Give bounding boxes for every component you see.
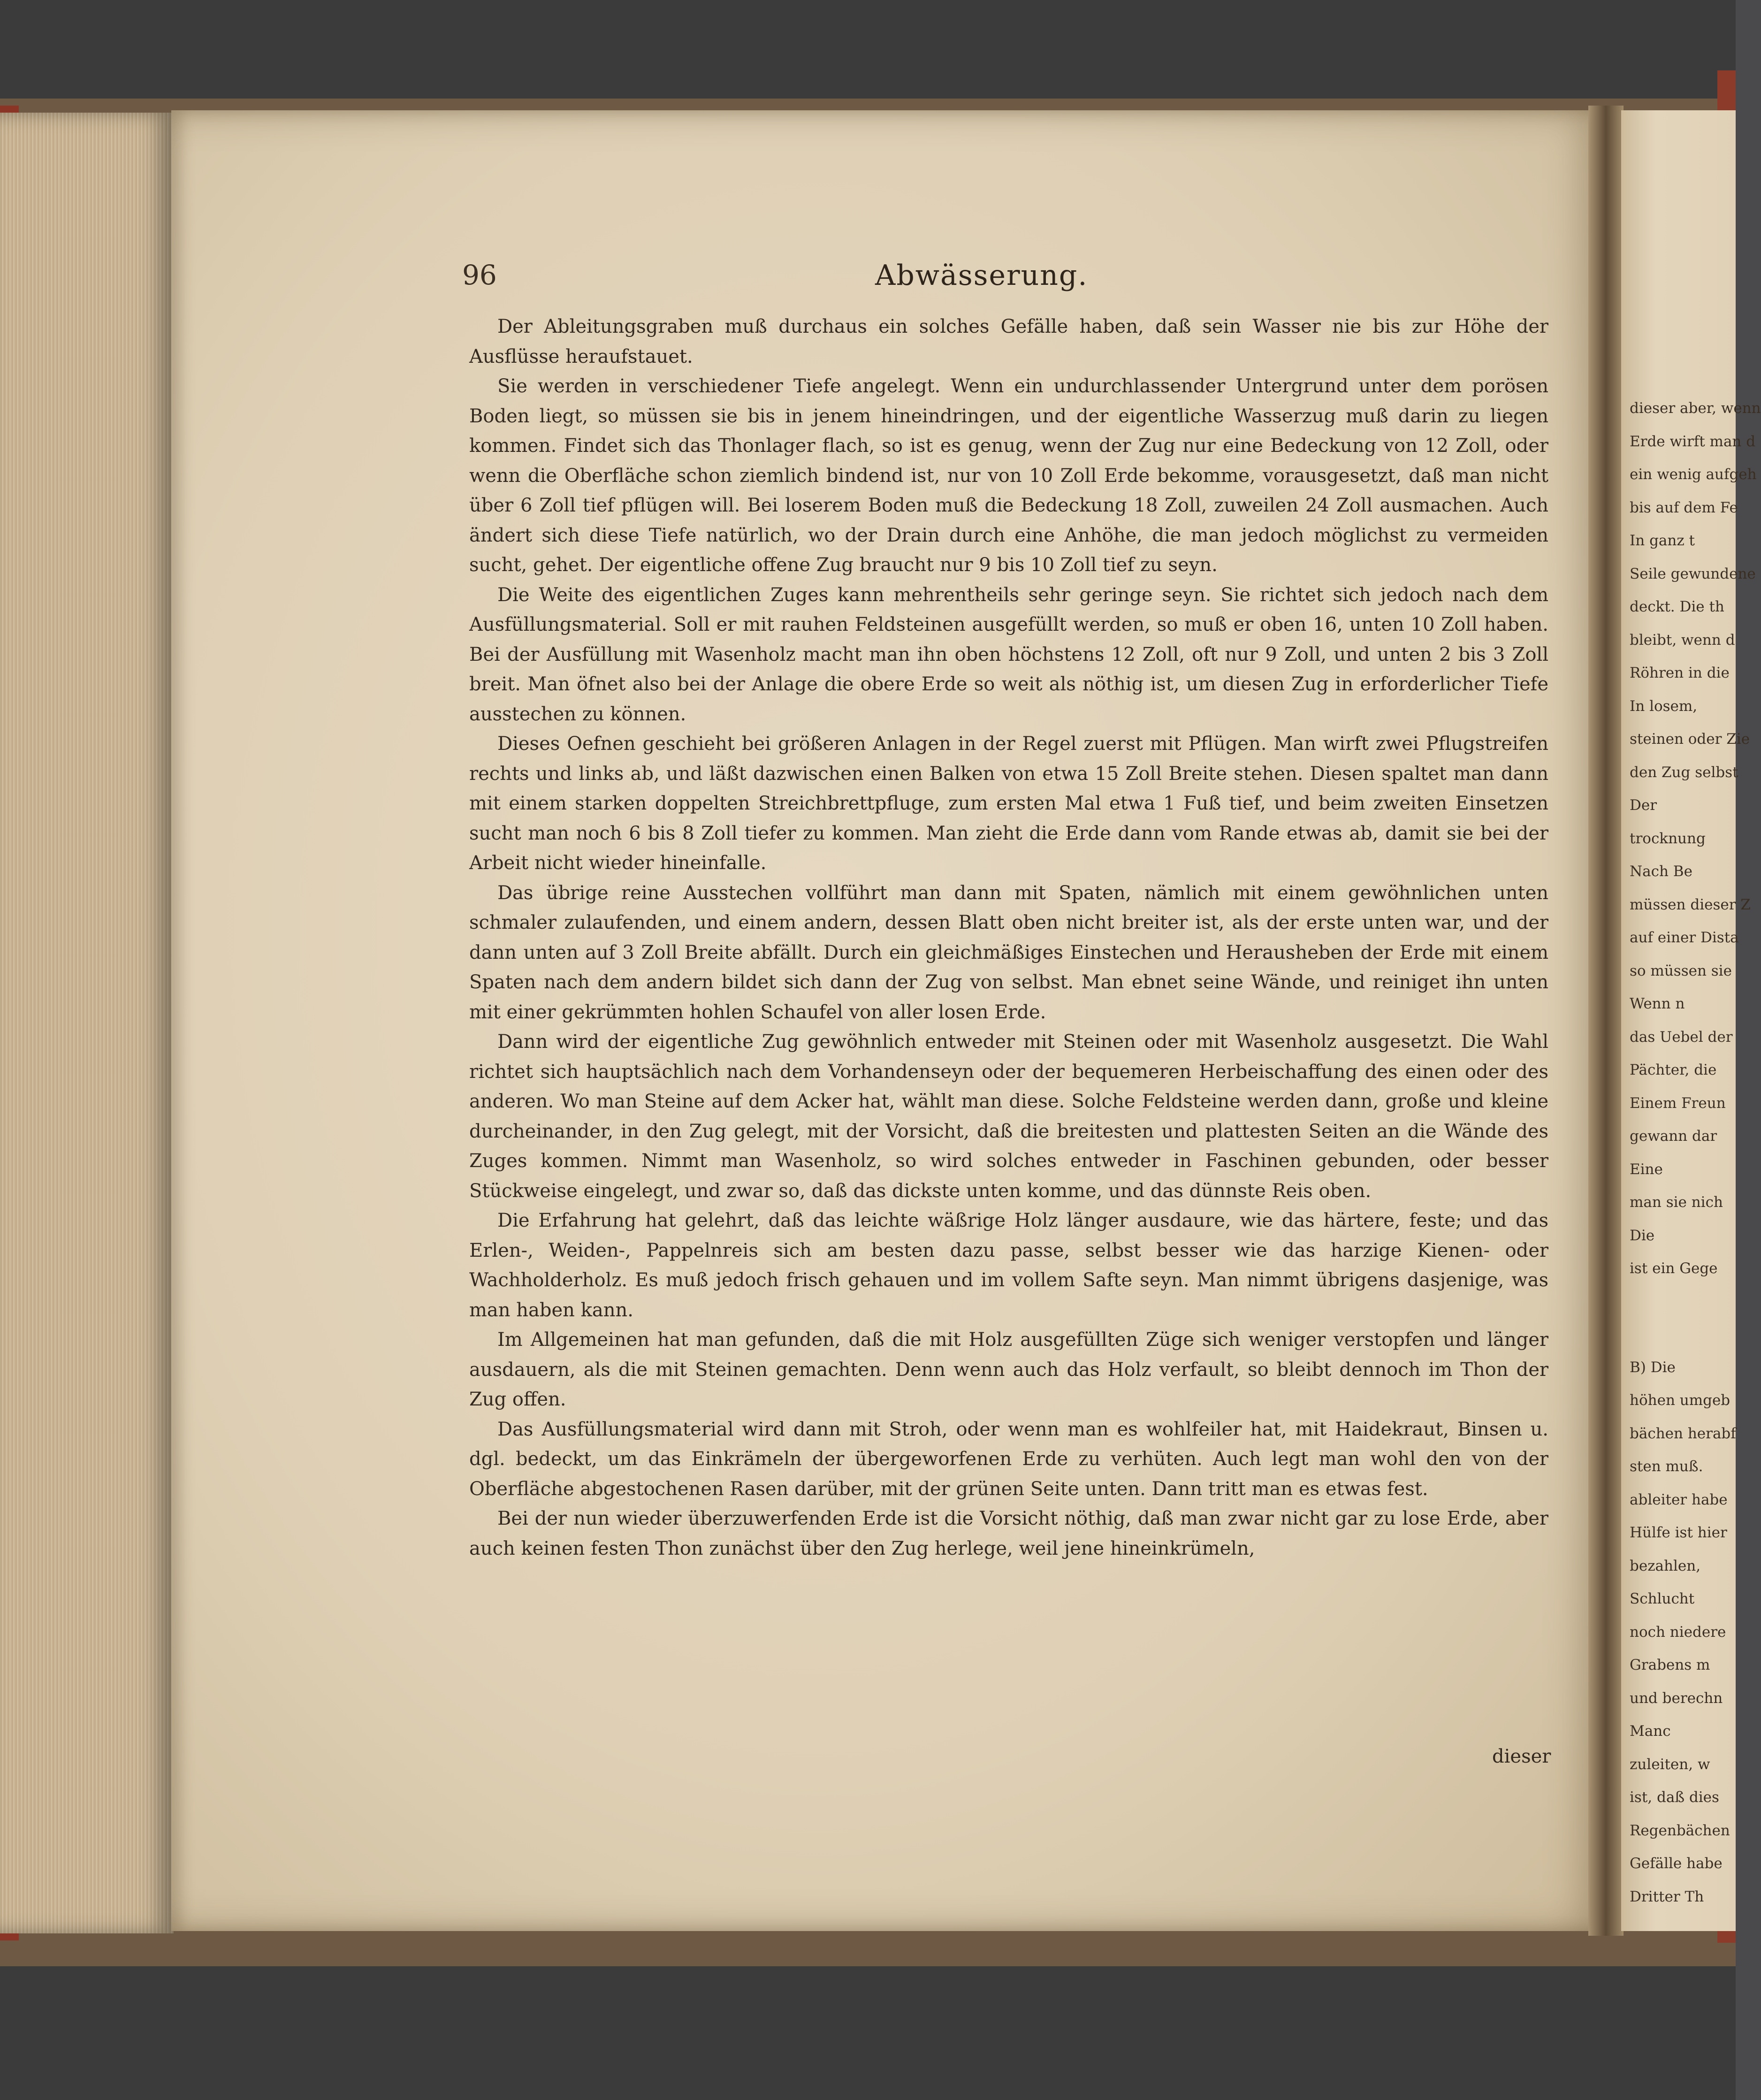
facing-page-line: bächen herabf [1630, 1425, 1736, 1442]
facing-page-line: Seile gewundene [1630, 565, 1756, 582]
page-number: 96 [462, 259, 497, 291]
paragraph: Die Weite des eigentlichen Zuges kann mehrentheils sehr geringe seyn. Sie richtet sich jedoch nach dem Ausfüllungsmaterial. Soll er mit rauhen Feldsteinen ausgefüllt werden, so muß er oben 16, unten 10 Zoll haben. Bei der Ausfüllung mit Wasenholz macht man ihn oben höchstens 12 Zoll, oft nur 9 Zoll, und unten 2 bis 3 Zoll breit. Man öfnet also bei der Anlage die obere Erde so weit als nöthig ist, um diesen Zug in erforderlicher Tiefe ausstechen zu können. [469, 584, 1548, 725]
catchword: dieser [1492, 1746, 1551, 1767]
facing-page-line: Grabens m [1630, 1657, 1710, 1673]
body-text [469, 312, 1548, 1564]
facing-page-line [1630, 1285, 1742, 1351]
facing-page-line: und berechn [1630, 1689, 1723, 1707]
facing-page-line: müssen dieser Z [1630, 896, 1751, 913]
facing-page-line: ist, daß dies [1630, 1789, 1719, 1806]
facing-page-line: Röhren in die [1630, 664, 1730, 681]
facing-page-line: ist ein Gege [1630, 1260, 1718, 1277]
facing-page-line: Erde wirft man d [1630, 433, 1756, 450]
facing-page-line: Regenbächen [1630, 1822, 1730, 1839]
facing-page-line: dieser aber, wenn [1630, 400, 1761, 417]
facing-page-line: den Zug selbst [1630, 764, 1738, 781]
facing-page-line: auf einer Dista [1630, 929, 1739, 946]
facing-page-line: Pächter, die [1630, 1061, 1717, 1078]
facing-page-line: ein wenig aufgeh [1630, 466, 1757, 483]
facing-page-line: bleibt, wenn d [1630, 631, 1735, 649]
page-stack-edge [0, 113, 174, 1933]
facing-page-line: In ganz t [1630, 532, 1695, 549]
facing-page-line: Schlucht [1630, 1590, 1695, 1607]
facing-page-line: Einem Freun [1630, 1094, 1726, 1112]
paragraph: Bei der nun wieder überzuwerfenden Erde ist die Vorsicht nöthig, daß man zwar nicht gar zu lose Erde, aber auch keinen festen Thon zunächst über den Zug herlege, weil jene hineinkrümeln, [469, 1508, 1548, 1559]
paragraph: Sie werden in verschiedener Tiefe angelegt. Wenn ein undurchlassender Untergrund unter dem porösen Boden liegt, so müssen sie bis in jenem hineindringen, und der eigentliche Wasserzug muß darin zu liegen kommen. Findet sich das Thonlager flach, so ist es genug, wenn der Zug nur eine Bedeckung von 12 Zoll, oder wenn die Oberfläche schon ziemlich bindend ist, nur von 10 Zoll Erde bekomme, vorausgesetzt, daß man nicht über 6 Zoll tief pflügen will. Bei loserem Boden muß die Bedeckung 18 Zoll, zuweilen 24 Zoll ausmachen. Auch ändert sich diese Tiefe natürlich, wo der Drain durch eine Anhöhe, die man jedoch möglichst zu vermeiden sucht, gehet. Der eigentliche offene Zug braucht nur 9 bis 10 Zoll tief zu seyn. [469, 375, 1548, 576]
facing-page-line: gewann dar [1630, 1128, 1717, 1145]
facing-page-line: Manc [1630, 1723, 1671, 1740]
facing-page-line: so müssen sie [1630, 962, 1732, 979]
facing-page-line: Hülfe ist hier [1630, 1524, 1727, 1541]
facing-page-line: B) Die [1630, 1359, 1676, 1376]
paragraph: Dann wird der eigentliche Zug gewöhnlich entweder mit Steinen oder mit Wasenholz ausgesetzt. Die Wahl richtet sich hauptsächlich nach dem Vorhandenseyn oder der bequemeren Herbeischaffung des einen oder des anderen. Wo man Steine auf dem Acker hat, wählt man diese. Solche Feldsteine werden dann, große und kleine durcheinander, in den Zug gelegt, mit der Vorsicht, daß die breitesten und plattesten Seiten an die Wände des Zuges kommen. Nimmt man Wasenholz, so wird solches entweder in Faschinen gebunden, oder besser Stückweise eingelegt, und zwar so, daß das dickste unten komme, und das dünnste Reis oben. [469, 1031, 1548, 1202]
facing-page-line: Nach Be [1630, 863, 1692, 880]
facing-page-line: Dritter Th [1630, 1888, 1704, 1905]
facing-page-line: bezahlen, [1630, 1557, 1701, 1574]
facing-page-line: ableiter habe [1630, 1491, 1728, 1508]
facing-page-line: Die [1630, 1227, 1655, 1244]
facing-page-line: bis auf dem Fe [1630, 499, 1738, 516]
paragraph: Der Ableitungsgraben muß durchaus ein solches Gefälle haben, daß sein Wasser nie bis zur Höhe der Ausflüsse heraufstauet. [469, 316, 1548, 367]
facing-page-line: In losem, [1630, 697, 1698, 715]
facing-page-line: trocknung [1630, 830, 1706, 847]
page-header [462, 259, 1551, 292]
book-gutter [1588, 106, 1624, 1936]
facing-page-line: deckt. Die th [1630, 598, 1724, 615]
facing-page-line: man sie nich [1630, 1194, 1723, 1211]
facing-page-line: Eine [1630, 1161, 1663, 1178]
paragraph: Das übrige reine Ausstechen vollführt man dann mit Spaten, nämlich mit einem gewöhnlichen unten schmaler zulaufenden, und einem andern, dessen Blatt oben nicht breiter ist, als der erste unten war, und der dann unten auf 3 Zoll Breite abfällt. Durch ein gleichmäßiges Einstechen und Herausheben der Erde mit einem Spaten nach dem andern bildet sich dann der Zug von selbst. Man ebnet seine Wände, und reiniget ihn unten mit einer gekrümmten hohlen Schaufel von aller losen Erde. [469, 882, 1548, 1023]
facing-page-line: noch niedere [1630, 1623, 1726, 1641]
running-title: Abwässerung. [875, 259, 1088, 292]
facing-page-line: sten muß. [1630, 1458, 1703, 1475]
facing-page-line: Gefälle habe [1630, 1855, 1723, 1872]
facing-page-line: Der [1630, 797, 1657, 814]
paragraph: Das Ausfüllungsmaterial wird dann mit Stroh, oder wenn man es wohlfeiler hat, mit Haidekraut, Binsen u. dgl. bedeckt, um das Einkrämeln der übergeworfenen Erde zu verhüten. Auch legt man wohl den von der Oberfläche abgestochenen Rasen darüber, mit der grünen Seite unten. Dann tritt man es etwas fest. [469, 1418, 1548, 1500]
facing-page-line: höhen umgeb [1630, 1392, 1731, 1409]
right-page [1621, 110, 1761, 1931]
paragraph: Dieses Oefnen geschieht bei größeren Anlagen in der Regel zuerst mit Pflügen. Man wirft zwei Pflugstreifen rechts und links ab, und läßt dazwischen einen Balken von etwa 15 Zoll Breite stehen. Diesen spaltet man dann mit einem starken doppelten Streichbrettpfluge, zum ersten Mal etwa 1 Fuß tief, und beim zweiten Einsetzen sucht man noch 6 bis 8 Zoll tiefer zu kommen. Man zieht die Erde dann vom Rande etwas ab, damit sie bei der Arbeit nicht wieder hineinfalle. [469, 733, 1548, 874]
facing-page-line: Wenn n [1630, 995, 1685, 1012]
facing-page-text [1630, 392, 1761, 1913]
facing-page-line: steinen oder Zie [1630, 731, 1750, 748]
paragraph: Im Allgemeinen hat man gefunden, daß die mit Holz ausgefüllten Züge sich weniger verstopfen und länger ausdauern, als die mit Steinen gemachten. Denn wenn auch das Holz verfault, so bleibt dennoch im Thon der Zug offen. [469, 1329, 1548, 1410]
paragraph: Die Erfahrung hat gelehrt, daß das leichte wäßrige Holz länger ausdaure, wie das härtere, feste; und das Erlen-, Weiden-, Pappelnreis sich am besten dazu passe, selbst besser wie das harzige Kienen- oder Wachholderholz. Es muß jedoch frisch gehauen und im vollem Safte seyn. Man nimmt übrigens dasjenige, was man haben kann. [469, 1210, 1548, 1321]
facing-page-line: zuleiten, w [1630, 1756, 1710, 1773]
facing-page-line: das Uebel der [1630, 1028, 1733, 1046]
